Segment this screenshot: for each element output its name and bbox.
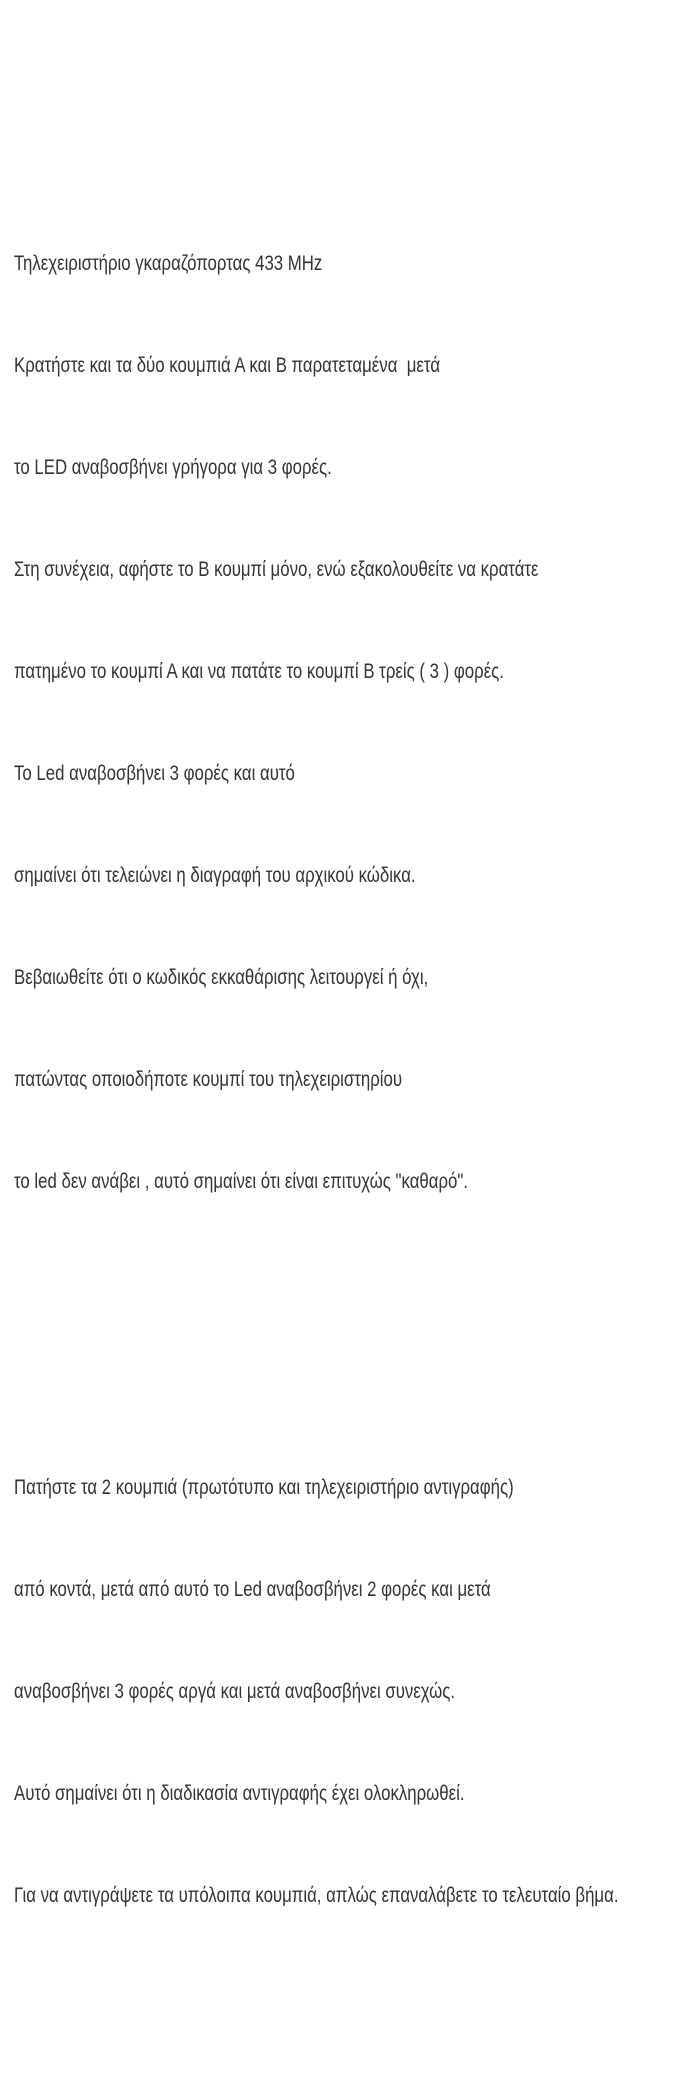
text-line: Για να αντιγράψετε τα υπόλοιπα κουμπιά, απλώς επαναλάβετε το τελευταίο βήμα. (14, 1884, 619, 1907)
text-line: Στη συνέχεια, αφήστε το Β κουμπί μόνο, ενώ εξακολουθείτε να κρατάτε (14, 558, 539, 581)
text-line: το LED αναβοσβήνει γρήγορα για 3 φορές. (14, 456, 332, 479)
instructions-text (14, 77, 686, 2083)
page-title: Τηλεχειριστήριο γκαραζόπορτας 433 MHz (14, 252, 323, 275)
text-line: πατημένο το κουμπί Α και να πατάτε το κουμπί Β τρείς ( 3 ) φορές. (14, 660, 504, 683)
paragraph-clearing-procedure (14, 179, 686, 1267)
text-line: σημαίνει ότι τελειώνει η διαγραφή του αρχικού κώδικα. (14, 864, 416, 887)
paragraph-copying-procedure (14, 1403, 686, 1981)
text-line: Κρατήστε και τα δύο κουμπιά Α και Β παρατεταμένα μετά (14, 354, 441, 377)
text-line: από κοντά, μετά από αυτό το Led αναβοσβήνει 2 φορές και μετά (14, 1578, 491, 1601)
text-line: το led δεν ανάβει , αυτό σημαίνει ότι είναι επιτυχώς "καθαρό". (14, 1170, 469, 1193)
text-line: Το Led αναβοσβήνει 3 φορές και αυτό (14, 762, 295, 785)
text-line: αναβοσβήνει 3 φορές αργά και μετά αναβοσβήνει συνεχώς. (14, 1680, 456, 1703)
text-line: πατώντας οποιοδήποτε κουμπί του τηλεχειριστηρίου (14, 1068, 403, 1091)
text-line: Βεβαιωθείτε ότι ο κωδικός εκκαθάρισης λειτουργεί ή όχι, (14, 966, 429, 989)
text-line: Αυτό σημαίνει ότι η διαδικασία αντιγραφής έχει ολοκληρωθεί. (14, 1782, 465, 1805)
text-line: Πατήστε τα 2 κουμπιά (πρωτότυπο και τηλεχειριστήριο αντιγραφής) (14, 1476, 514, 1499)
